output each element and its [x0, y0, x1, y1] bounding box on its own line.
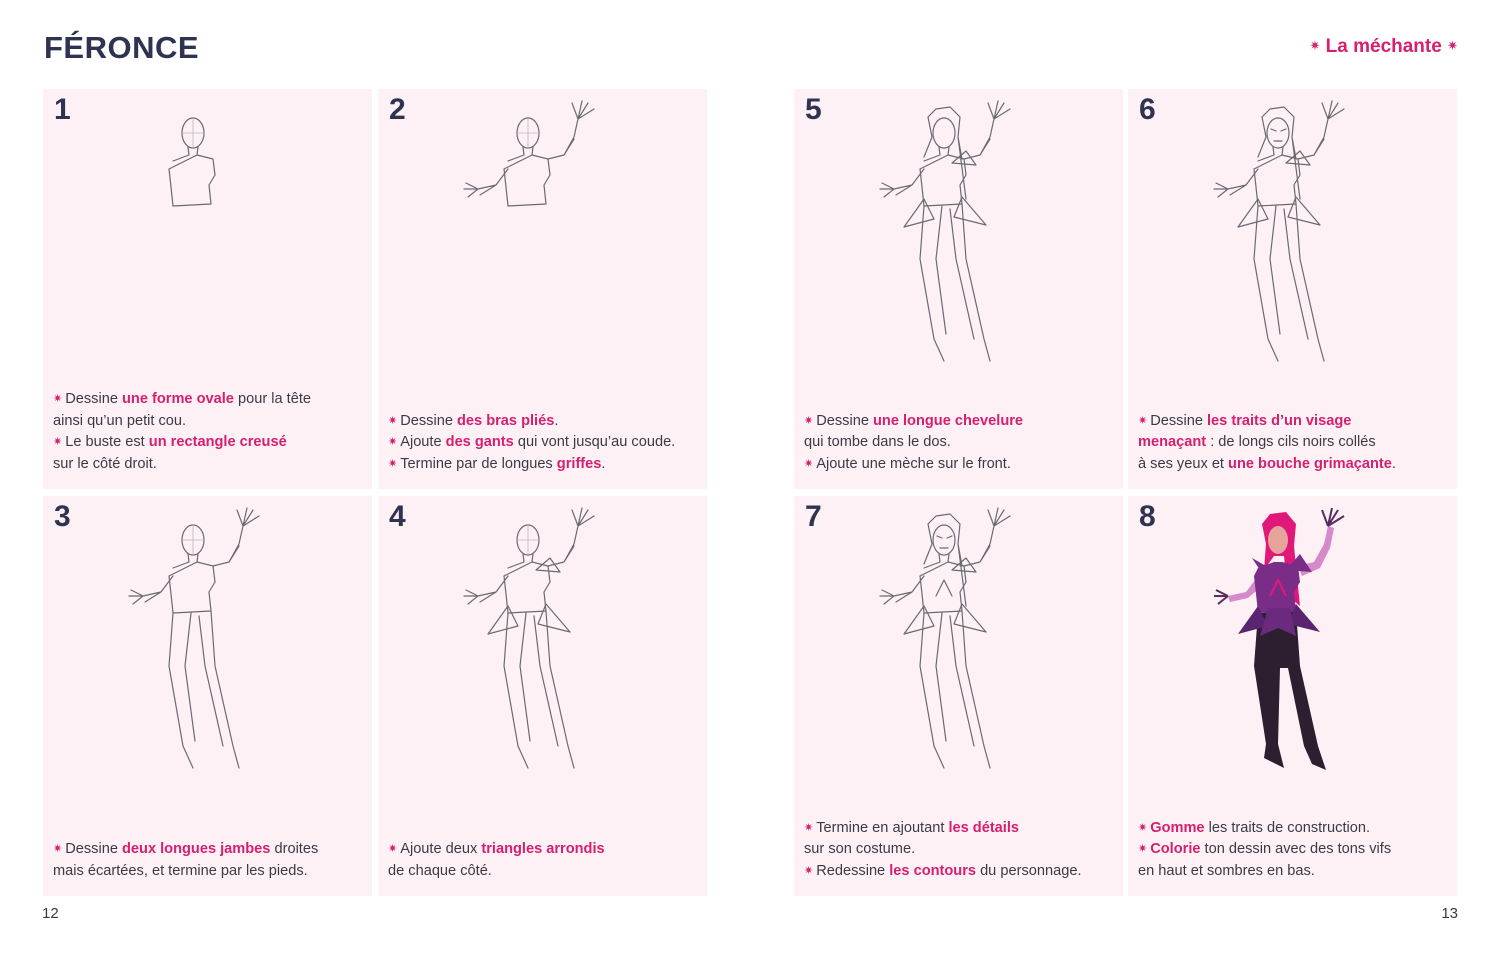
- instruction-text: .: [1391, 455, 1396, 472]
- bullet-star-icon: ✷: [804, 414, 814, 427]
- step-number: 5: [805, 93, 822, 126]
- instruction-keyword: des bras pliés: [457, 412, 555, 429]
- instruction-text: ton dessin avec des tons vifs: [1200, 841, 1392, 857]
- instruction-text: Dessine: [65, 841, 122, 857]
- instruction-line: [53, 454, 364, 476]
- step-instructions: [804, 411, 1115, 476]
- instruction-line: [1138, 818, 1449, 840]
- step-number: 7: [805, 500, 822, 533]
- instruction-text: mais écartées, et termine par les pieds.: [53, 862, 308, 879]
- bullet-star-icon: ✷: [53, 843, 63, 855]
- instruction-line: [804, 861, 1115, 883]
- instruction-keyword: Gomme: [1150, 819, 1205, 836]
- instruction-text: Dessine: [65, 391, 122, 407]
- instruction-line: [53, 861, 364, 883]
- instruction-line: [1138, 454, 1449, 476]
- step-instructions: [1138, 818, 1449, 883]
- instruction-line: [804, 839, 1115, 861]
- sketch-step-7-illustration: [794, 496, 1123, 796]
- bullet-star-icon: ✷: [804, 864, 814, 877]
- instruction-keyword: Colorie: [1150, 841, 1201, 857]
- instruction-keyword: des gants: [445, 434, 514, 450]
- step-panel-6: [1128, 89, 1457, 489]
- bullet-star-icon: ✷: [388, 457, 398, 470]
- step-instructions: [53, 839, 364, 882]
- instruction-text: Dessine: [400, 412, 457, 429]
- bullet-star-icon: ✷: [388, 414, 398, 427]
- instruction-text: de chaque côté.: [388, 862, 492, 879]
- step-panel-2: [378, 89, 707, 489]
- step-instructions: [804, 818, 1115, 883]
- instruction-line: [804, 454, 1115, 476]
- step-instructions: [53, 389, 364, 475]
- step-number: 3: [54, 500, 71, 533]
- instruction-line: [388, 839, 699, 861]
- step-number: 2: [389, 93, 406, 126]
- instruction-line: [388, 861, 699, 883]
- instruction-text: Redessine: [816, 862, 890, 879]
- instruction-keyword: un rectangle creusé: [148, 434, 287, 450]
- instruction-keyword: une longue chevelure: [873, 412, 1024, 429]
- instruction-line: [388, 432, 699, 454]
- instruction-keyword: une forme ovale: [122, 391, 234, 407]
- instruction-line: [53, 839, 364, 861]
- step-panel-7: [794, 496, 1123, 896]
- instruction-text: qui vont jusqu’au coude.: [513, 434, 676, 450]
- bullet-star-icon: ✷: [804, 457, 814, 470]
- subtitle-label: La méchante: [1325, 36, 1442, 57]
- bullet-star-icon: ✷: [388, 843, 398, 855]
- instruction-text: à ses yeux et: [1138, 455, 1229, 472]
- instruction-text: Dessine: [1150, 412, 1207, 429]
- step-number: 8: [1139, 500, 1156, 533]
- step-panel-8: [1128, 496, 1457, 896]
- instruction-text: Termine par de longues: [400, 455, 557, 472]
- colored-character-illustration: [1128, 496, 1457, 796]
- instruction-line: [804, 411, 1115, 433]
- instruction-text: Termine en ajoutant: [816, 819, 949, 836]
- instruction-keyword: griffes: [556, 455, 602, 472]
- instruction-line: [53, 389, 364, 411]
- instruction-text: Ajoute deux: [400, 841, 482, 857]
- bullet-star-icon: ✷: [804, 821, 814, 834]
- sketch-step-2-illustration: [378, 89, 707, 389]
- sketch-step-1-illustration: [43, 89, 372, 389]
- instruction-text: .: [601, 455, 606, 472]
- section-subtitle: [1309, 36, 1458, 58]
- instruction-keyword: triangles arrondis: [481, 841, 605, 857]
- bullet-star-icon: ✷: [1138, 821, 1148, 834]
- instruction-line: [53, 411, 364, 433]
- instruction-keyword: menaçant: [1138, 434, 1207, 450]
- instruction-text: ainsi qu’un petit cou.: [53, 412, 187, 429]
- bullet-star-icon: ✷: [1138, 843, 1148, 855]
- sketch-step-3-illustration: [43, 496, 372, 796]
- step-instructions: [1138, 411, 1449, 476]
- bullet-star-icon: ✷: [1138, 414, 1148, 427]
- star-icon: ✷: [1309, 38, 1321, 53]
- instruction-text: droites: [270, 841, 319, 857]
- step-instructions: [388, 411, 699, 476]
- instruction-text: en haut et sombres en bas.: [1138, 862, 1315, 879]
- instruction-keyword: une bouche grimaçante: [1228, 455, 1392, 472]
- instruction-text: .: [554, 412, 559, 429]
- instruction-text: qui tombe dans le dos.: [804, 434, 951, 450]
- page-number-left: 12: [42, 905, 59, 922]
- instruction-line: [804, 432, 1115, 454]
- instruction-line: [1138, 432, 1449, 454]
- step-number: 4: [389, 500, 406, 533]
- instruction-line: [1138, 839, 1449, 861]
- instruction-text: sur son costume.: [804, 841, 916, 857]
- instruction-line: [804, 818, 1115, 840]
- page-number-right: 13: [1441, 905, 1458, 922]
- instruction-line: [53, 432, 364, 454]
- instruction-line: [388, 454, 699, 476]
- instruction-text: : de longs cils noirs collés: [1206, 434, 1376, 450]
- step-instructions: [388, 839, 699, 882]
- instruction-line: [388, 411, 699, 433]
- instruction-keyword: les contours: [889, 862, 977, 879]
- bullet-star-icon: ✷: [53, 393, 63, 405]
- step-panel-1: [43, 89, 372, 489]
- step-number: 6: [1139, 93, 1156, 126]
- bullet-star-icon: ✷: [53, 436, 63, 448]
- star-icon: ✷: [1447, 38, 1458, 53]
- instruction-line: [1138, 861, 1449, 883]
- instruction-text: Ajoute une mèche sur le front.: [816, 455, 1011, 472]
- page-title: FÉRONCE: [44, 30, 200, 65]
- instruction-keyword: deux longues jambes: [122, 841, 271, 857]
- instruction-text: pour la tête: [233, 391, 311, 407]
- step-panel-3: [43, 496, 372, 896]
- instruction-line: [1138, 411, 1449, 433]
- sketch-step-4-illustration: [378, 496, 707, 796]
- instruction-keyword: les détails: [948, 819, 1020, 836]
- bullet-star-icon: ✷: [388, 436, 398, 448]
- sketch-step-6-illustration: [1128, 89, 1457, 389]
- instruction-text: Ajoute: [400, 434, 446, 450]
- instruction-text: sur le côté droit.: [53, 455, 157, 472]
- instruction-text: Le buste est: [65, 434, 149, 450]
- instruction-text: les traits de construction.: [1204, 819, 1371, 836]
- instruction-keyword: les traits d’un visage: [1207, 412, 1352, 429]
- step-number: 1: [54, 93, 71, 126]
- step-panel-5: [794, 89, 1123, 489]
- step-panel-4: [378, 496, 707, 896]
- sketch-step-5-illustration: [794, 89, 1123, 389]
- instruction-text: du personnage.: [976, 862, 1082, 879]
- instruction-text: Dessine: [816, 412, 873, 429]
